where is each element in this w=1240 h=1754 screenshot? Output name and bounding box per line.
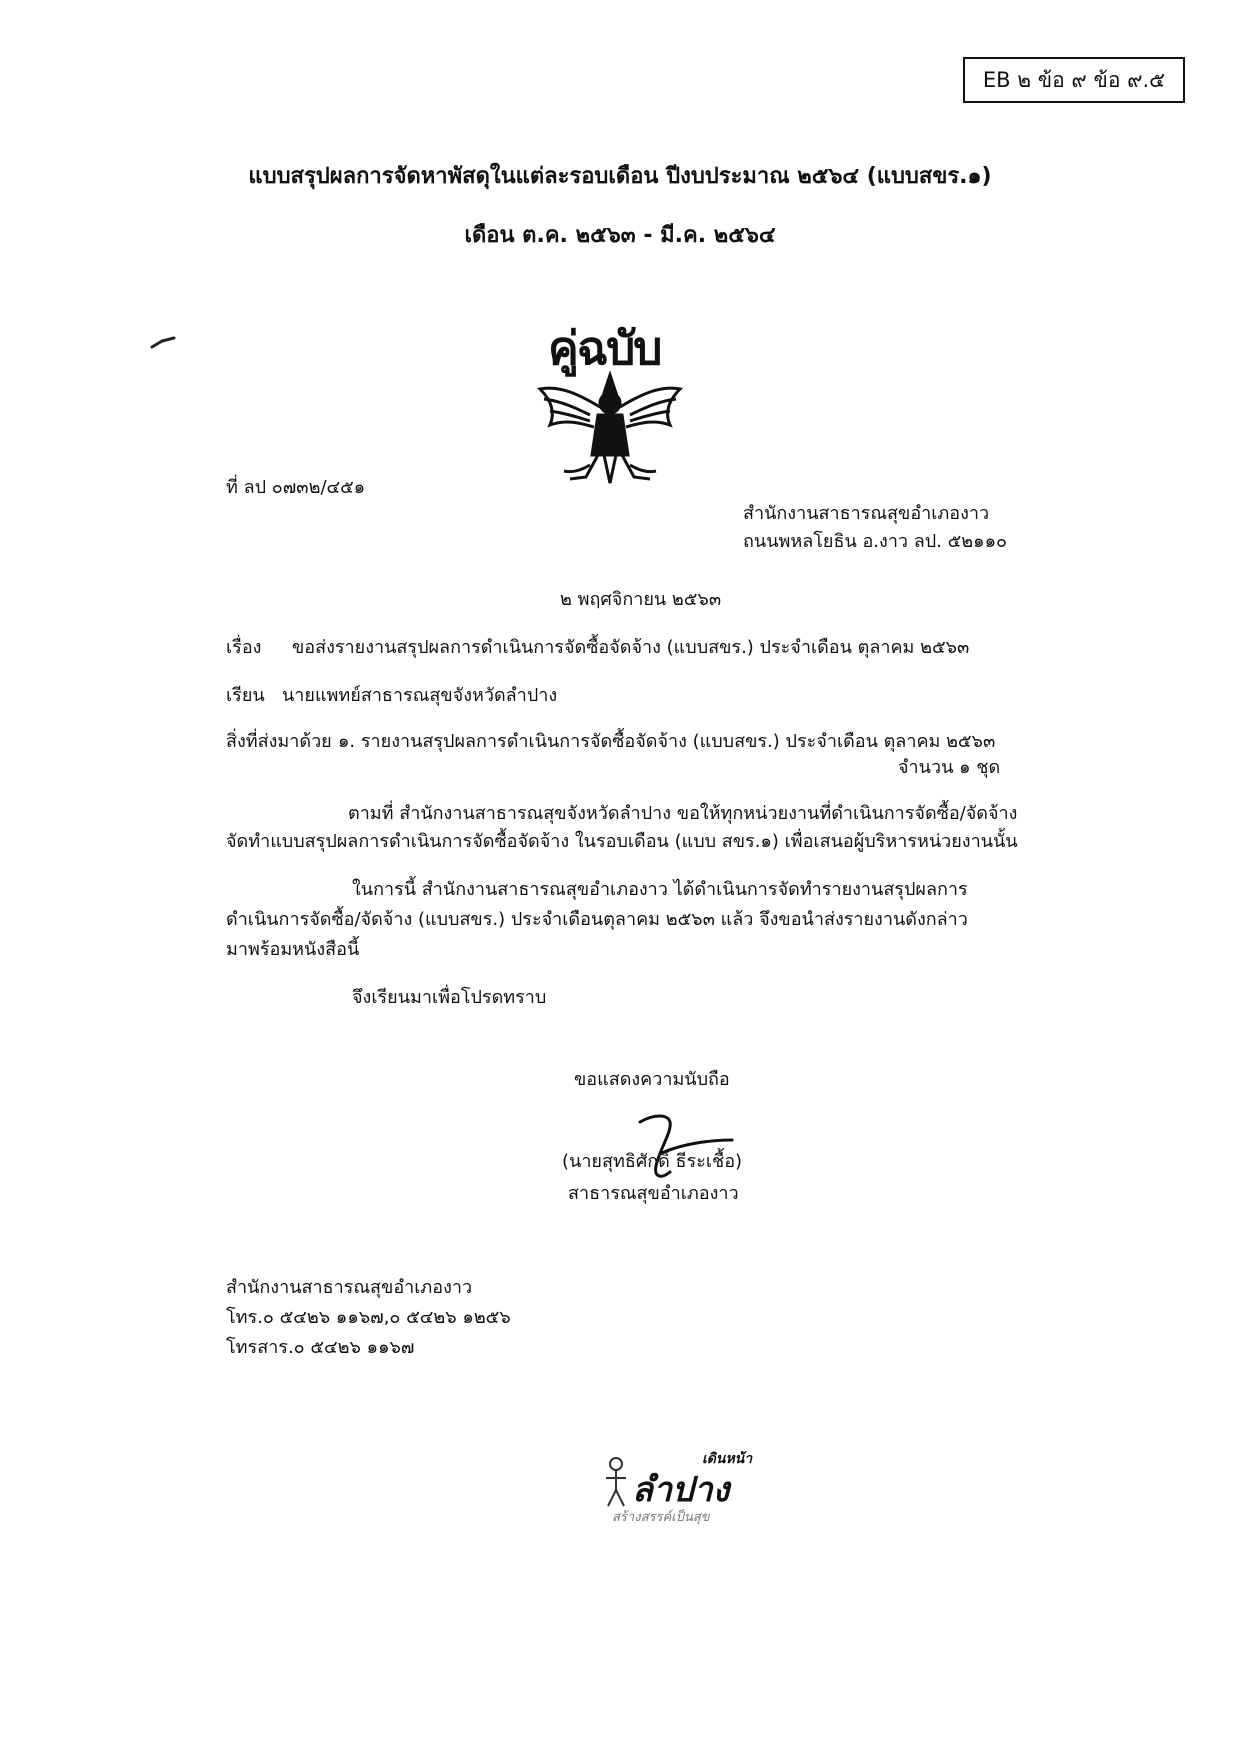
enclosure-text: ๑. รายงานสรุปผลการดำเนินการจัดซื้อจัดจ้าง (แบบสขร.) ประจำเดือน ตุลาคม ๒๕๖๓ xyxy=(338,731,996,752)
closing-salutation: ขอแสดงความนับถือ xyxy=(574,1069,730,1090)
paragraph-2-line-3: มาพร้อมหนังสือนี้ xyxy=(226,939,360,960)
sender-address: ถนนพหลโยธิน อ.งาว ลป. ๕๒๑๑๐ xyxy=(743,531,1007,552)
sender-office: สำนักงานสาธารณสุขอำเภองาว xyxy=(743,503,990,524)
document-number: ที่ ลป ๐๗๓๒/๔๕๑ xyxy=(226,477,366,498)
stray-mark xyxy=(150,336,176,350)
form-period: เดือน ต.ค. ๒๕๖๓ - มี.ค. ๒๕๖๔ xyxy=(464,223,776,248)
footer-fax: โทรสาร.๐ ๕๔๒๖ ๑๑๖๗ xyxy=(226,1337,415,1358)
signer-name: (นายสุทธิศักดิ์ ธีระเชื้อ) xyxy=(562,1151,743,1172)
logo-top-text: เดินหน้า xyxy=(702,1451,753,1467)
recipient-label: เรียน xyxy=(226,685,265,706)
recipient-text: นายแพทย์สาธารณสุขจังหวัดลำปาง xyxy=(282,685,558,706)
closing-request: จึงเรียนมาเพื่อโปรดทราบ xyxy=(352,987,547,1008)
garuda-emblem-icon xyxy=(520,315,700,495)
paragraph-1-line-1: ตามที่ สำนักงานสาธารณสุขจังหวัดลำปาง ขอให้ทุกหน่วยงานที่ดำเนินการจัดซื้อ/จัดจ้าง xyxy=(348,803,1018,824)
enclosure-quantity: จำนวน ๑ ชุด xyxy=(898,757,1001,778)
letter-date: ๒ พฤศจิกายน ๒๕๖๓ xyxy=(560,589,722,610)
signer-title: สาธารณสุขอำเภองาว xyxy=(568,1183,739,1204)
logo-bottom-text: สร้างสรรค์เป็นสุข xyxy=(612,1510,710,1525)
enclosure-label: สิ่งที่ส่งมาด้วย xyxy=(226,731,332,752)
paragraph-1-line-2: จัดทำแบบสรุปผลการดำเนินการจัดซื้อจัดจ้าง ในรอบเดือน (แบบ สขร.๑) เพื่อเสนอผู้บริหารหน่วยงานนั้น xyxy=(226,831,1018,852)
footer-telephone: โทร.๐ ๕๔๒๖ ๑๑๖๗,๐ ๕๔๒๖ ๑๒๕๖ xyxy=(226,1307,511,1328)
logo-main-text: ลำปาง xyxy=(632,1470,730,1510)
footer-office: สำนักงานสาธารณสุขอำเภองาว xyxy=(226,1277,473,1298)
lampang-logo xyxy=(598,1448,758,1528)
copy-stamp: คู่ฉบับ xyxy=(548,321,661,375)
paragraph-2-line-2: ดำเนินการจัดซื้อ/จัดจ้าง (แบบสขร.) ประจำเดือนตุลาคม ๒๕๖๓ แล้ว จึงขอนำส่งรายงานดังกล่าว xyxy=(226,909,968,930)
subject-label: เรื่อง xyxy=(226,637,262,658)
form-title: แบบสรุปผลการจัดหาพัสดุในแต่ละรอบเดือน ปีงบประมาณ ๒๕๖๔ (แบบสขร.๑) xyxy=(248,164,992,189)
subject-text: ขอส่งรายงานสรุปผลการดำเนินการจัดซื้อจัดจ้าง (แบบสขร.) ประจำเดือน ตุลาคม ๒๕๖๓ xyxy=(292,637,970,658)
paragraph-2-line-1: ในการนี้ สำนักงานสาธารณสุขอำเภองาว ได้ดำเนินการจัดทำรายงานสรุปผลการ xyxy=(352,879,968,900)
reference-box: EB ๒ ข้อ ๙ ข้อ ๙.๕ xyxy=(963,57,1185,103)
